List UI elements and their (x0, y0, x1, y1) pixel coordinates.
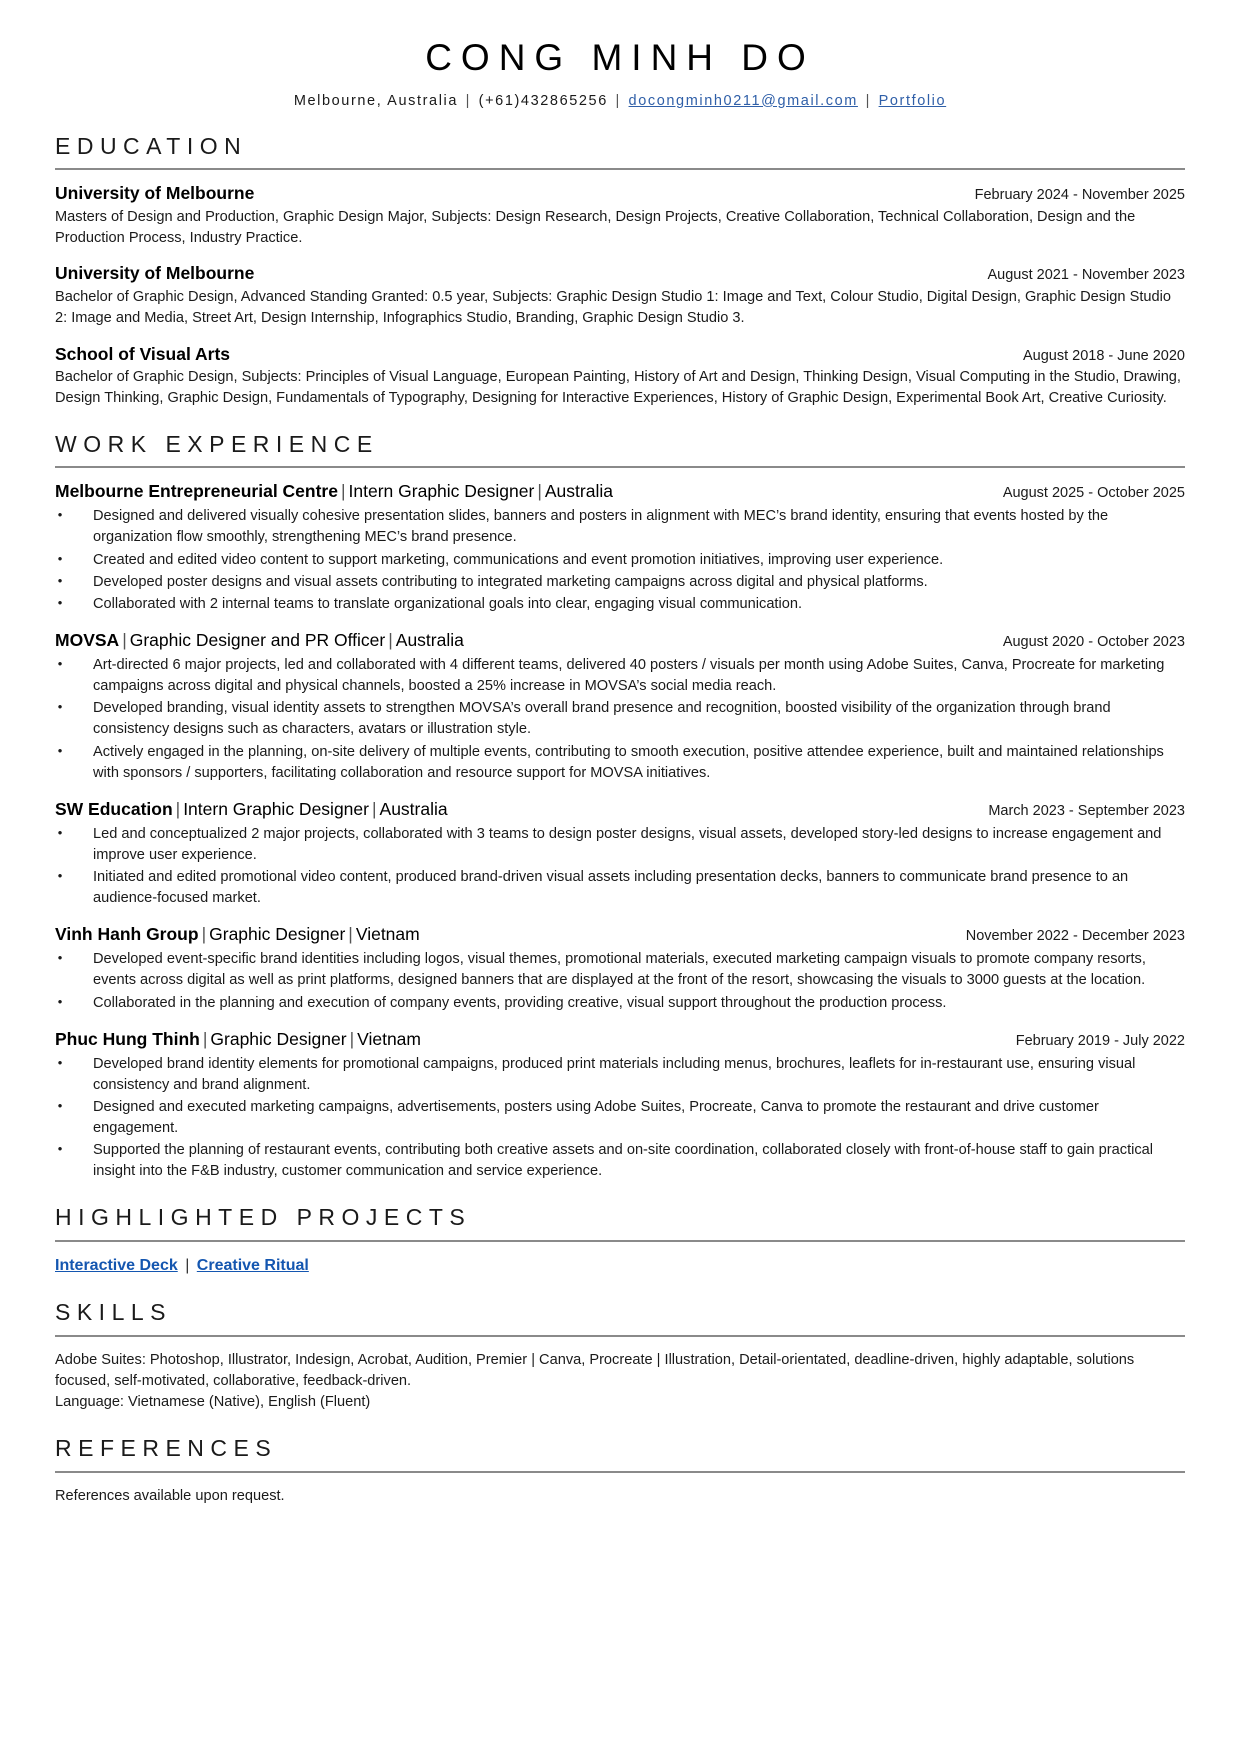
project-link-interactive-deck[interactable]: Interactive Deck (55, 1256, 178, 1274)
work-title-separator: | (348, 924, 353, 945)
projects-separator: | (185, 1256, 190, 1274)
section-education (55, 133, 1185, 409)
education-entry (55, 263, 1185, 328)
work-title-separator: | (340, 481, 346, 502)
section-rule-highlighted-projects (55, 1240, 1185, 1242)
work-bullet-item (55, 572, 1185, 593)
work-bullet-item (55, 506, 1185, 548)
work-role: Graphic Designer and PR Officer (129, 630, 386, 650)
work-title-separator: | (122, 630, 127, 650)
portfolio-link[interactable]: Portfolio (878, 92, 947, 109)
work-date: August 2020 - October 2023 (1002, 634, 1185, 650)
education-description: Masters of Design and Production, Graphic Design Major, Subjects: Design Research, Design Projects, Creative Collaboration, Technical Collaboration, Design and the Production Process, Industry Practice. (55, 208, 1136, 246)
section-rule-education (55, 168, 1185, 170)
section-rule-references (55, 1471, 1185, 1473)
section-work-experience (55, 431, 1185, 1183)
bullet-dot-icon: • (57, 1054, 63, 1070)
work-bullet-text: Initiated and edited promotional video content, produced brand-driven visual assets including presentation decks, banners to communicate brand presence to an audience-focused market. (93, 869, 1129, 907)
section-title-references: REFERENCES (55, 1435, 278, 1462)
work-bullet-item (55, 594, 1185, 615)
work-title-separator: | (388, 630, 393, 650)
work-company: SW Education (55, 798, 173, 819)
bullet-dot-icon: • (57, 1141, 63, 1157)
bullet-dot-icon: • (57, 594, 63, 610)
work-entry-list (55, 481, 1185, 1182)
work-role: Graphic Designer (209, 924, 346, 945)
work-title-separator: | (201, 924, 207, 945)
document-header (55, 30, 1185, 111)
bullet-dot-icon: • (57, 507, 63, 523)
bullet-dot-icon: • (57, 699, 63, 715)
work-entry (55, 481, 1185, 615)
work-date: March 2023 - September 2023 (988, 802, 1185, 819)
bullet-dot-icon: • (57, 950, 63, 966)
work-bullet-list (55, 824, 1185, 910)
education-org: School of Visual Arts (55, 343, 231, 364)
work-bullet-text: Supported the planning of restaurant events, contributing both creative assets and on-site coordination, collaborated closely with front-of-house staff to gain practical insight into the F&B industry, customer communication and service experience. (93, 1142, 1154, 1180)
work-bullet-text: Developed branding, visual identity assets to strengthen MOVSA’s overall brand presence and recognition, boosted visibility of the organization through brand consistency designs such as characters, avatars or illustration style. (93, 700, 1111, 738)
work-bullet-text: Developed event-specific brand identities including logos, visual themes, promotional materials, executed marketing campaign visuals to promote company resorts, events across digital as well as print platforms, designed banners that are displayed at the front of the resort, showcasing the visuals to 3000 guests at the location. (93, 951, 1146, 989)
work-bullet-item (55, 867, 1185, 909)
work-role: Intern Graphic Designer (183, 798, 369, 819)
work-country: Vietnam (355, 924, 420, 945)
work-entry (55, 799, 1185, 910)
work-entry-head (55, 799, 1185, 821)
section-title-education: EDUCATION (55, 132, 248, 159)
education-org: University of Melbourne (55, 182, 255, 203)
contact-separator-1: | (465, 92, 472, 109)
work-entry (55, 1029, 1185, 1183)
skills-block (55, 1350, 1185, 1413)
work-bullet-list (55, 949, 1185, 1013)
work-date: February 2019 - July 2022 (1015, 1032, 1185, 1049)
work-bullet-item (55, 949, 1185, 991)
work-entry-title (55, 924, 420, 946)
work-entry-title (55, 630, 464, 652)
work-bullet-text: Designed and executed marketing campaigns, advertisements, posters using Adobe Suites, Procreate, Canva to promote the restaurant and drive customer engagement. (93, 1098, 1099, 1136)
work-company: MOVSA (55, 630, 120, 650)
section-title-work-experience: WORK EXPERIENCE (55, 430, 379, 457)
work-bullet-item (55, 550, 1185, 571)
work-country: Australia (379, 798, 448, 819)
contact-location: Melbourne, Australia (293, 92, 458, 109)
work-bullet-text: Created and edited video content to support marketing, communications and event promotion initiatives, improving user experience. (93, 551, 944, 568)
section-rule-work-experience (55, 466, 1185, 468)
work-date: August 2025 - October 2025 (1002, 485, 1185, 502)
work-country: Australia (544, 481, 613, 502)
work-date: November 2022 - December 2023 (965, 928, 1185, 945)
work-company: Vinh Hanh Group (55, 924, 199, 945)
project-link-creative-ritual[interactable]: Creative Ritual (196, 1256, 309, 1274)
work-company: Phuc Hung Thinh (55, 1028, 200, 1049)
work-country: Vietnam (357, 1028, 421, 1049)
work-bullet-list (55, 1054, 1185, 1183)
education-entry-head (55, 344, 1185, 366)
work-bullet-text: Developed poster designs and visual assets contributing to integrated marketing campaigns across digital and physical platforms. (93, 573, 928, 590)
work-entry-head (55, 630, 1185, 652)
work-bullet-text: Art-directed 6 major projects, led and collaborated with 4 different teams, delivered 40 posters / visuals per month using Adobe Suites, Canva, Procreate for marketing campaigns across digital and physical channels, boosted a 25% increase in MOVSA’s social media reach. (93, 656, 1165, 695)
work-bullet-item (55, 1140, 1185, 1182)
work-entry-head (55, 481, 1185, 503)
education-org: University of Melbourne (55, 263, 255, 284)
work-entry-head (55, 1029, 1185, 1051)
work-entry-head (55, 924, 1185, 946)
work-bullet-text: Collaborated in the planning and execution of company events, providing creative, visual support throughout the production process. (93, 994, 947, 1011)
education-description: Bachelor of Graphic Design, Advanced Standing Granted: 0.5 year, Subjects: Graphic Design Studio 1: Image and Text, Colour Studio, Digital Design, Graphic Design Studio 2: Image and Media, Street Art, Design Internship, Infographics Studio, Branding, Graphic Design Studio 3. (55, 289, 1171, 326)
work-entry (55, 630, 1185, 784)
work-bullet-text: Actively engaged in the planning, on-site delivery of multiple events, contributing to smooth execution, positive attendee experience, built and maintained relationships with sponsors / supporters, facilitating collaboration and resource support for MOVSA initiatives. (93, 743, 1164, 781)
work-country: Australia (395, 630, 464, 650)
bullet-dot-icon: • (57, 993, 63, 1009)
education-date: February 2024 - November 2025 (974, 186, 1185, 203)
work-entry-title (55, 481, 613, 503)
references-text: References available upon request. (55, 1487, 285, 1504)
work-bullet-text: Developed brand identity elements for promotional campaigns, produced print materials including menus, brochures, leaflets for in-restaurant use, ensuring visual consistency and brand alignment. (93, 1055, 1136, 1093)
work-bullet-text: Led and conceptualized 2 major projects, collaborated with 3 teams to design poster designs, visual assets, developed story-led designs to increase engagement and improve user experience. (93, 825, 1162, 863)
contact-separator-2: | (615, 92, 621, 109)
skills-language-line: Language: Vietnamese (Native), English (Fluent) (55, 1394, 371, 1411)
work-bullet-text: Designed and delivered visually cohesive presentation slides, banners and posters in alignment with MEC’s brand identity, ensuring that events hosted by the organization flow smoothly, strengthening MEC’s brand presence. (93, 508, 1109, 546)
bullet-dot-icon: • (57, 824, 63, 840)
section-rule-skills (55, 1335, 1185, 1337)
bullet-dot-icon: • (57, 572, 63, 588)
work-company: Melbourne Entrepreneurial Centre (55, 481, 338, 502)
work-bullet-item (55, 1054, 1185, 1096)
section-title-skills: SKILLS (55, 1299, 172, 1326)
bullet-dot-icon: • (57, 655, 63, 671)
work-bullet-item (55, 655, 1185, 697)
education-description: Bachelor of Graphic Design, Subjects: Principles of Visual Language, European Painting, History of Art and Design, Thinking Design, Visual Computing in the Studio, Drawing, Design Thinking, Graphic Design, Fundamentals of Typography, Designing for Interactive Experiences, History of Graphic Design, Experimental Book Art, Creative Curiosity. (55, 369, 1181, 407)
work-role: Intern Graphic Designer (348, 481, 535, 502)
work-entry (55, 924, 1185, 1013)
work-bullet-item (55, 824, 1185, 866)
section-references (55, 1435, 1185, 1507)
work-title-separator: | (349, 1028, 355, 1049)
candidate-name: CONG MINH DO (425, 37, 815, 78)
projects-links-line (55, 1255, 1185, 1277)
education-date: August 2018 - June 2020 (1022, 347, 1185, 364)
work-title-separator: | (202, 1028, 208, 1049)
work-bullet-item (55, 993, 1185, 1014)
work-title-separator: | (371, 798, 377, 819)
section-highlighted-projects (55, 1204, 1185, 1277)
bullet-dot-icon: • (57, 1097, 63, 1113)
work-bullet-list (55, 506, 1185, 615)
work-bullet-item (55, 742, 1185, 784)
skills-tools-line: Adobe Suites: Photoshop, Illustrator, Indesign, Acrobat, Audition, Premier | Canva, Procreate | Illustration, Detail-orientated, deadline-driven, highly adaptable, solutions focused, self-motivated, collaborative, feedback-driven. (55, 1351, 1135, 1389)
education-entry-head (55, 183, 1185, 205)
work-title-separator: | (537, 481, 542, 502)
section-title-highlighted-projects: HIGHLIGHTED PROJECTS (55, 1204, 472, 1231)
work-role: Graphic Designer (210, 1028, 347, 1049)
education-entry-head (55, 263, 1185, 285)
work-bullet-list (55, 655, 1185, 784)
work-entry-title (55, 1029, 421, 1051)
contact-line (55, 92, 1185, 111)
section-skills (55, 1299, 1185, 1413)
bullet-dot-icon: • (57, 550, 63, 566)
bullet-dot-icon: • (57, 868, 63, 883)
work-bullet-text: Collaborated with 2 internal teams to translate organizational goals into clear, engaging visual communication. (93, 595, 803, 612)
education-entry (55, 183, 1185, 248)
contact-separator-3: | (865, 92, 871, 109)
work-title-separator: | (175, 798, 181, 819)
contact-phone: (+61)432865256 (478, 92, 608, 109)
education-entry (55, 344, 1185, 409)
bullet-dot-icon: • (57, 742, 63, 758)
work-entry-title (55, 799, 448, 821)
work-bullet-item (55, 698, 1185, 740)
education-date: August 2021 - November 2023 (987, 267, 1185, 284)
work-bullet-item (55, 1097, 1185, 1139)
contact-email-link[interactable]: docongminh0211@gmail.com (628, 92, 858, 109)
